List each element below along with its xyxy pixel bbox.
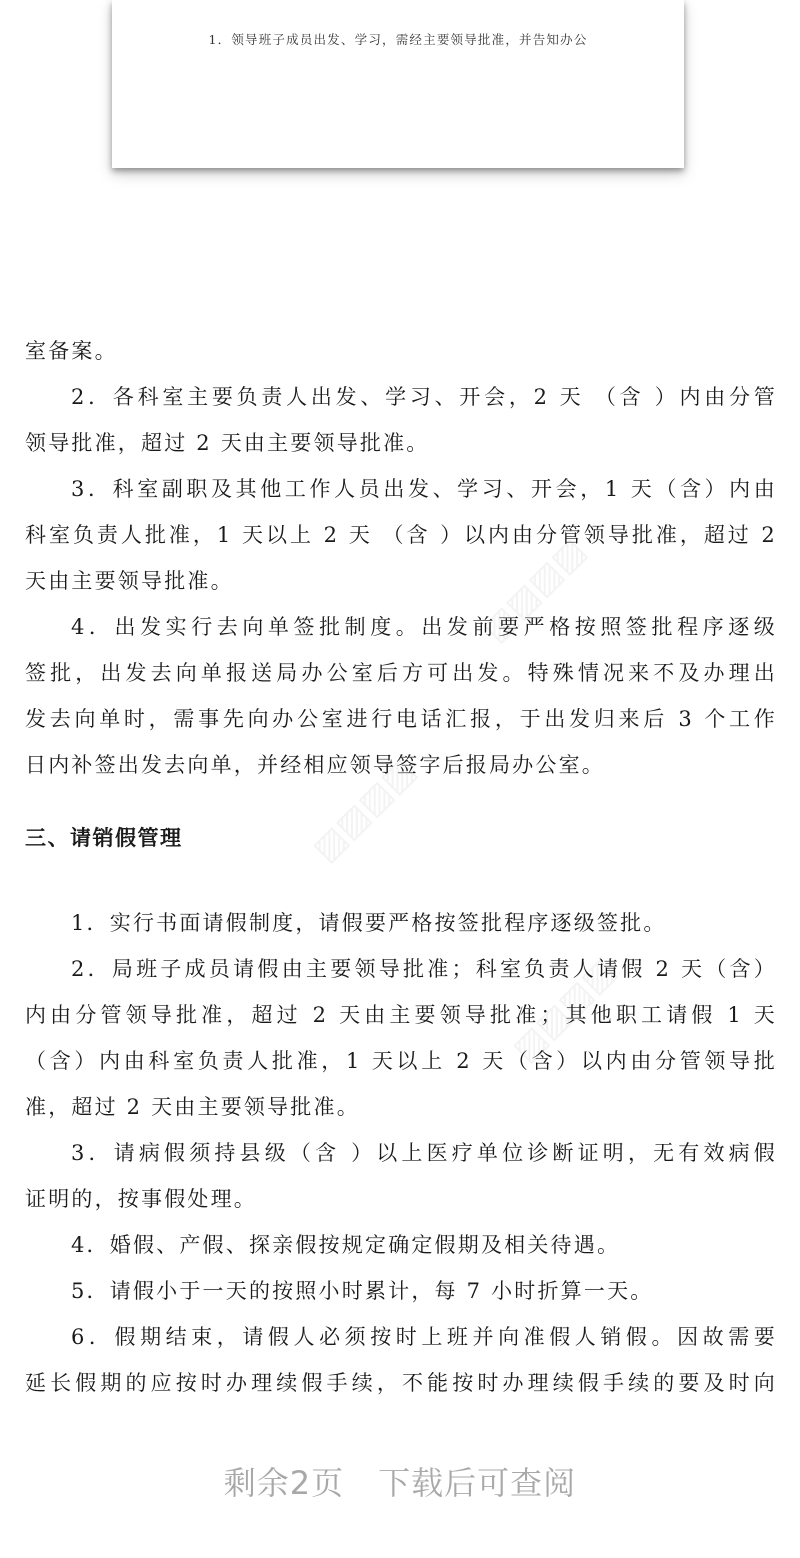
preview-card: [112, 0, 684, 168]
text-line: 2．各科室主要负责人出发、学习、开会，2 天 （含 ）内由分管: [71, 385, 777, 409]
text-line: 天由主要领导批准。: [25, 569, 234, 593]
text-line: 准，超过 2 天由主要领导批准。: [25, 1095, 360, 1119]
text-line: 4．婚假、产假、探亲假按规定确定假期及相关待遇。: [71, 1233, 621, 1257]
text-line: 科室负责人批准，1 天以上 2 天 （含 ）以内由分管领导批准，超过 2: [25, 523, 777, 547]
section-heading: 三、请销假管理: [25, 826, 183, 850]
watermark-2: ▨▨▨▨: [474, 530, 594, 650]
download-banner[interactable]: [0, 1458, 800, 1504]
text-line: 3．请病假须持县级（含 ）以上医疗单位诊断证明，无有效病假: [71, 1141, 777, 1165]
text-line: 签批，出发去向单报送局办公室后方可出发。特殊情况来不及办理出: [25, 661, 777, 685]
text-line: 4．出发实行去向单签批制度。出发前要严格按照签批程序逐级: [71, 615, 777, 639]
text-line: 2．局班子成员请假由主要领导批准；科室负责人请假 2 天（含）: [71, 957, 777, 981]
text-line: 5．请假小于一天的按照小时累计，每 7 小时折算一天。: [71, 1279, 654, 1303]
text-line: 内由分管领导批准，超过 2 天由主要领导批准；其他职工请假 1 天: [25, 1003, 777, 1027]
text-line: 3．科室副职及其他工作人员出发、学习、开会，1 天（含）内由: [71, 477, 777, 501]
text-line: 领导批准，超过 2 天由主要领导批准。: [25, 431, 430, 455]
text-line: 6．假期结束，请假人必须按时上班并向准假人销假。因故需要: [71, 1325, 777, 1349]
remaining-pages-text: 剩余2页: [223, 1464, 345, 1502]
watermark-1: ▨▨▨▨: [304, 750, 424, 870]
text-line: 1．实行书面请假制度，请假要严格按签批程序逐级签批。: [71, 911, 667, 935]
text-line: 日内补签出发去向单，并经相应领导签字后报局办公室。: [25, 753, 605, 777]
watermark-3: ▨▨▨▨: [504, 950, 624, 1070]
text-line: 发去向单时，需事先向办公室进行电话汇报，于出发归来后 3 个工作: [25, 707, 777, 731]
text-line: （含）内由科室负责人批准，1 天以上 2 天（含）以内由分管领导批: [25, 1049, 777, 1073]
preview-text: 1．领导班子成员出发、学习，需经主要领导批准，并告知办公: [208, 32, 588, 47]
download-to-view-text[interactable]: 下载后可查阅: [378, 1464, 577, 1502]
text-line: 延长假期的应按时办理续假手续，不能按时办理续假手续的要及时向: [25, 1371, 777, 1395]
text-line: 证明的，按事假处理。: [25, 1187, 257, 1211]
text-line: 室备案。: [25, 339, 118, 363]
